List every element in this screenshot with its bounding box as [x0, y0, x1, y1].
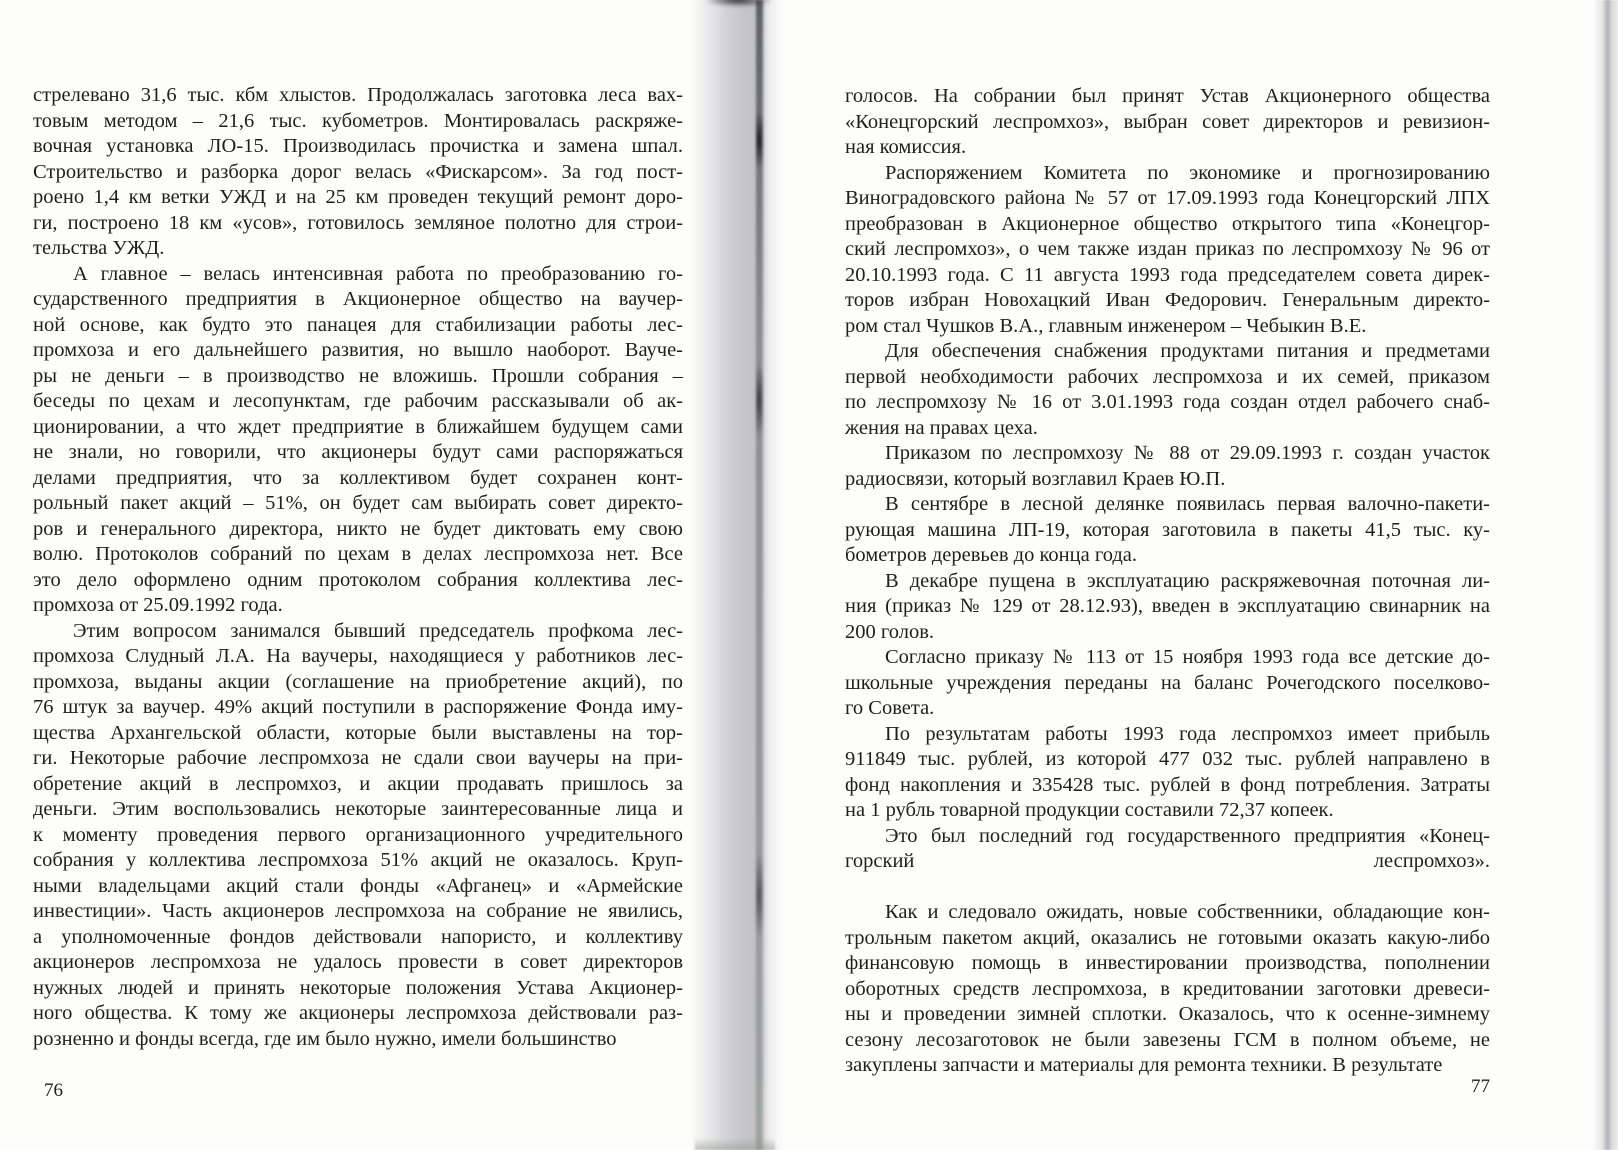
text-line: 911849 тыс. рублей, из которой 477 032 тыс. рублей направлено в	[845, 748, 1490, 770]
text-line: «Конецгорский леспромхоз», выбран совет директоров и ревизион-	[845, 110, 1490, 133]
book-gutter-shadow	[690, 0, 790, 1150]
text-line: 200 голов.	[845, 620, 935, 643]
paragraph	[33, 83, 683, 262]
text-line: радиосвязи, который возглавил Краев Ю.П.	[845, 467, 1226, 490]
text-line: щества Архангельской области, которые были выставлены на тор-	[33, 721, 683, 744]
text-line: 76 штук за ваучер. 49% акций поступили в распоряжение Фонда иму-	[33, 696, 683, 718]
text-line: горский леспромхоз».	[845, 850, 1490, 872]
text-line: ров и генерального директора, никто не будет диктовать ему свою	[33, 517, 683, 540]
text-line: сезону лесозаготовок не были завезены ГСМ в полном объеме, не	[845, 1028, 1490, 1051]
text-line: стрелевано 31,6 тыс. кбм хлыстов. Продолжалась заготовка леса вах-	[33, 84, 683, 106]
text-line: оборотных средств леспромхоза, в кредитовании заготовки древеси-	[845, 977, 1490, 1000]
text-line: к моменту проведения первого организационного учредительного	[33, 823, 683, 846]
text-line: Распоряжением Комитета по экономике и прогнозированию	[885, 161, 1490, 184]
text-line: ная комиссия.	[845, 136, 967, 158]
text-line: фонд накопления и 335428 тыс. рублей в фонд потребления. Затраты	[845, 773, 1490, 796]
book-gutter-top-shadow	[688, 0, 772, 12]
text-line: ния (приказ № 129 от 28.12.93), введен в эксплуатацию свинарник на	[845, 595, 1490, 617]
text-line: волю. Протоколов собраний по цехам в делах леспромхоза нет. Все	[33, 543, 683, 565]
paragraph	[845, 161, 1490, 340]
text-line: го Совета.	[845, 697, 935, 719]
text-line: В сентябре в лесной делянке появилась первая валочно-пакети-	[885, 493, 1490, 515]
text-line: ги, построено 18 км «усов», готовилось земляное полотно для строи-	[33, 211, 683, 234]
paragraph	[845, 900, 1490, 1079]
book-gutter-bottom-shadow	[695, 1138, 775, 1150]
text-line: собрания у коллектива леспромхоза 51% акций не оказалось. Круп-	[33, 849, 683, 871]
page-right-edge-shadow	[1593, 0, 1618, 1150]
paragraph	[845, 569, 1490, 646]
text-line: бометров деревьев до конца года.	[845, 544, 1138, 566]
paragraph	[845, 824, 1490, 901]
text-line: промхоза, выданы акции (соглашение на приобретение акций), по	[33, 670, 683, 693]
text-line: преобразован в Акционерное общество открытого типа «Конецгор-	[845, 212, 1490, 235]
text-line: беседы по цехам и лесопунктам, где рабочим рассказывали об ак-	[33, 390, 683, 412]
text-line: не знали, но говорили, что акционеры будут сами распоряжаться	[33, 441, 683, 463]
text-line: делами предприятия, что за коллективом будет сохранен конт-	[33, 466, 683, 489]
text-line: жения на правах цеха.	[845, 416, 1038, 439]
text-line: вочная установка ЛО-15. Производилась прочистка и замена шпал.	[33, 135, 683, 157]
paragraph	[845, 645, 1490, 722]
paragraph	[845, 492, 1490, 569]
text-line: первой необходимости рабочих леспромхоза и их семей, приказом	[845, 365, 1490, 388]
text-line: товым методом – 21,6 тыс. кубометров. Монтировалась раскряже-	[33, 109, 683, 132]
text-line: Приказом по леспромхозу № 88 от 29.09.1993 г. создан участок	[885, 442, 1490, 464]
text-line: это дело оформлено одним протоколом собрания коллектива лес-	[33, 568, 683, 591]
text-line: Как и следовало ожидать, новые собственники, обладающие кон-	[885, 901, 1490, 923]
text-line: ги. Некоторые рабочие леспромхоза не сдали свои ваучеры на при-	[33, 747, 683, 769]
paragraph	[845, 84, 1490, 161]
text-line: роено 1,4 км ветки УЖД и на 25 км проведен текущий ремонт доро-	[33, 186, 683, 208]
page-number-left: 76	[44, 1080, 63, 1101]
text-line: на 1 рубль товарной продукции составили 72,37 копеек.	[845, 799, 1334, 821]
paragraph	[845, 339, 1490, 441]
text-line: Строительство и разборка дорог велась «Фискарсом». За год пост-	[33, 160, 683, 183]
text-line: розненно и фонды всегда, где им было нужно, имели большинство	[33, 1027, 617, 1050]
text-line	[845, 875, 1490, 901]
book-gutter-crease	[756, 0, 763, 1150]
paragraph	[845, 441, 1490, 492]
text-line: финансовую помощь в инвестировании производства, пополнении	[845, 952, 1490, 974]
text-line: А главное – велась интенсивная работа по преобразованию го-	[73, 262, 683, 285]
text-line: 20.10.1993 года. С 11 августа 1993 года председателем совета дирек-	[845, 263, 1490, 286]
text-line: ны и проведении зимней сплотки. Оказалось, что к осенне-зимнему	[845, 1003, 1490, 1025]
text-line: ром стал Чушков В.А., главным инженером – Чебыкин В.Е.	[845, 314, 1367, 337]
text-line: Согласно приказу № 113 от 15 ноября 1993 года все детские до-	[885, 646, 1490, 668]
text-line: промхоза и его дальнейшего развития, но вышло наоборот. Вауче-	[33, 339, 683, 361]
page-right-text	[845, 84, 1490, 1079]
text-line: школьные учреждения переданы на баланс Рочегодского поселково-	[845, 671, 1490, 694]
text-line: деньги. Этим воспользовались некоторые заинтересованные лица и	[33, 798, 683, 820]
text-line: ного общества. К тому же акционеры леспромхоза действовали раз-	[33, 1002, 683, 1024]
text-line: торов избран Новохацкий Иван Федорович. Генеральным директо-	[845, 289, 1490, 311]
text-line: инвестиции». Часть акционеров леспромхоза на собрание не явились,	[33, 900, 683, 922]
text-line: Это был последний год государственного предприятия «Конец-	[885, 824, 1490, 847]
text-line: Для обеспечения снабжения продуктами питания и предметами	[885, 340, 1490, 362]
text-line: рольный пакет акций – 51%, он будет сам выбирать совет директо-	[33, 492, 683, 514]
text-line: тельства УЖД.	[33, 237, 165, 259]
text-line: ционировании, а что ждет предприятие в ближайшем будущем сами	[33, 415, 683, 438]
text-line: По результатам работы 1993 года леспромхоз имеет прибыль	[885, 722, 1490, 745]
paragraph	[845, 722, 1490, 824]
text-line: Этим вопросом занимался бывший председатель профкома лес-	[73, 619, 683, 642]
text-line: ными владельцами акций стали фонды «Афганец» и «Армейские	[33, 874, 683, 897]
page-left-text	[33, 83, 683, 1052]
text-line: рующая машина ЛП-19, которая заготовила в пакеты 41,5 тыс. ку-	[845, 518, 1490, 541]
text-line: промхоза Слудный Л.А. На ваучеры, находящиеся у работников лес-	[33, 645, 683, 667]
text-line: а уполномоченные фондов действовали напористо, и коллективу	[33, 925, 683, 948]
paragraph	[33, 262, 683, 619]
text-line: акционеров леспромхоза не удалось провести в совет директоров	[33, 951, 683, 973]
text-line: по леспромхозу № 16 от 3.01.1993 года создан отдел рабочего снаб-	[845, 391, 1490, 413]
paragraph	[33, 619, 683, 1053]
text-line: В декабре пущена в эксплуатацию раскряжевочная поточная ли-	[885, 569, 1490, 592]
text-line: трольным пакетом акций, оказались не готовыми оказать какую-либо	[845, 926, 1490, 949]
text-line: сударственного предприятия в Акционерное общество на ваучер-	[33, 288, 683, 310]
text-line: обретение акций в леспромхоз, и акции продавать пришлось за	[33, 772, 683, 795]
text-line: нужных людей и принять некоторые положения Устава Акционер-	[33, 976, 683, 999]
text-line: ский леспромхоз», о чем также издан приказ по леспромхозу № 96 от	[845, 238, 1490, 260]
text-line: Виноградовского района № 57 от 17.09.1993 года Конецгорский ЛПХ	[845, 187, 1490, 209]
text-line: ры не деньги – в производство не вложишь. Прошли собрания –	[33, 364, 683, 387]
text-line: закуплены запчасти и материалы для ремонта техники. В результате	[845, 1054, 1443, 1076]
page-number-right: 77	[1471, 1076, 1490, 1097]
text-line: голосов. На собрании был принят Устав Акционерного общества	[845, 85, 1490, 107]
text-line: ной основе, как будто это панацея для стабилизации работы лес-	[33, 313, 683, 336]
text-line: промхоза от 25.09.1992 года.	[33, 594, 283, 616]
